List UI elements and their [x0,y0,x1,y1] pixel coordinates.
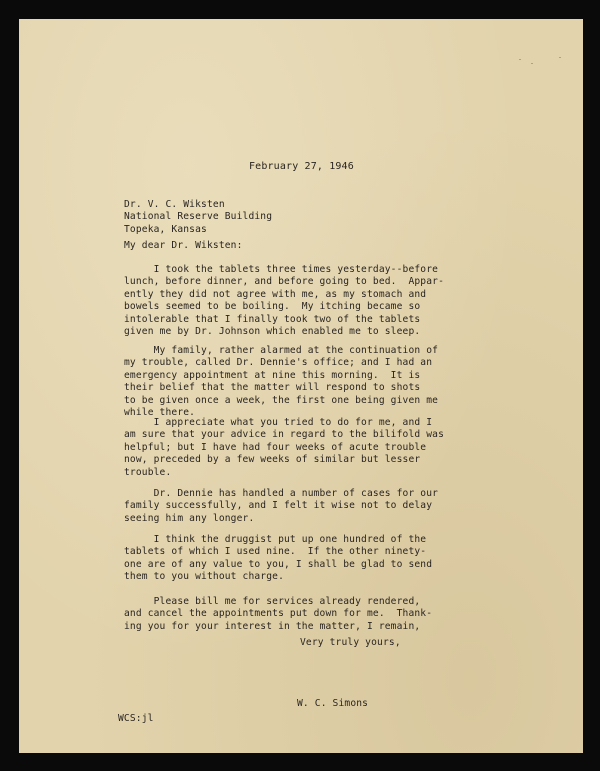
paragraph-line: one are of any value to you, I shall be glad to send [124,558,433,570]
paragraph-line: helpful; but I have had four weeks of acute trouble [124,441,427,453]
paragraph-line: them to you without charge. [124,571,284,583]
signature-name: W. C. Simons [297,698,369,709]
complimentary-close: Very truly yours, [300,637,401,648]
paragraph-line: trouble. [124,466,172,478]
paragraph-line: while there. [124,407,196,419]
reference-initials: WCS:jl [118,713,154,724]
salutation: My dear Dr. Wiksten: [124,240,243,251]
paragraph-line: am sure that your advice in regard to the bilifold was [124,429,444,441]
paragraph-line: my trouble, called Dr. Dennie's office; and I had an [124,357,433,369]
paragraph-line: ing you for your interest in the matter, I remain, [124,620,421,632]
paragraph-5 [124,534,432,584]
addressee-name: Dr. V. C. Wiksten [124,199,225,210]
paper-speck [519,59,521,60]
paragraph-line: given me by Dr. Johnson which enabled me to sleep. [124,326,421,338]
addressee-building: National Reserve Building [124,211,273,223]
paragraph-line: intolerable that I finally took two of the tablets [124,313,421,325]
paragraph-line: now, preceded by a few weeks of similar but lesser [124,454,421,466]
paragraph-line: tablets of which I used nine. If the other ninety- [124,546,427,558]
addressee-block [124,199,272,236]
paragraph-1 [124,264,444,338]
paragraph-6 [124,596,432,633]
letter-date: February 27, 1946 [249,161,354,172]
paragraph-line: Dr. Dennie has handled a number of cases for our [124,488,439,499]
paragraph-line: My family, rather alarmed at the continuation of [124,345,439,356]
paragraph-line: emergency appointment at nine this morning. It is [124,369,421,381]
paragraph-2 [124,345,438,419]
paragraph-line: their belief that the matter will respond to shots [124,382,421,394]
paragraph-line: I took the tablets three times yesterday--before [124,264,439,275]
paragraph-line: family successfully, and I felt it wise not to delay [124,500,433,512]
paragraph-line: I appreciate what you tried to do for me, and I [124,417,433,428]
paragraph-line: I think the druggist put up one hundred of the [124,534,427,545]
paper-speck [531,63,533,64]
paragraph-line: seeing him any longer. [124,512,255,524]
paragraph-line: and cancel the appointments put down for me. Thank- [124,608,433,620]
paragraph-3 [124,417,444,479]
letter-page [19,19,583,753]
paragraph-line: ently they did not agree with me, as my stomach and [124,288,427,300]
addressee-city: Topeka, Kansas [124,223,207,235]
paper-speck [559,57,561,58]
paragraph-line: to be given once a week, the first one being given me [124,394,439,406]
paragraph-4 [124,488,438,525]
paragraph-line: lunch, before dinner, and before going to bed. Appar- [124,276,444,288]
paragraph-line: bowels seemed to be boiling. My itching became so [124,301,421,313]
paragraph-line: Please bill me for services already rendered, [124,596,421,607]
